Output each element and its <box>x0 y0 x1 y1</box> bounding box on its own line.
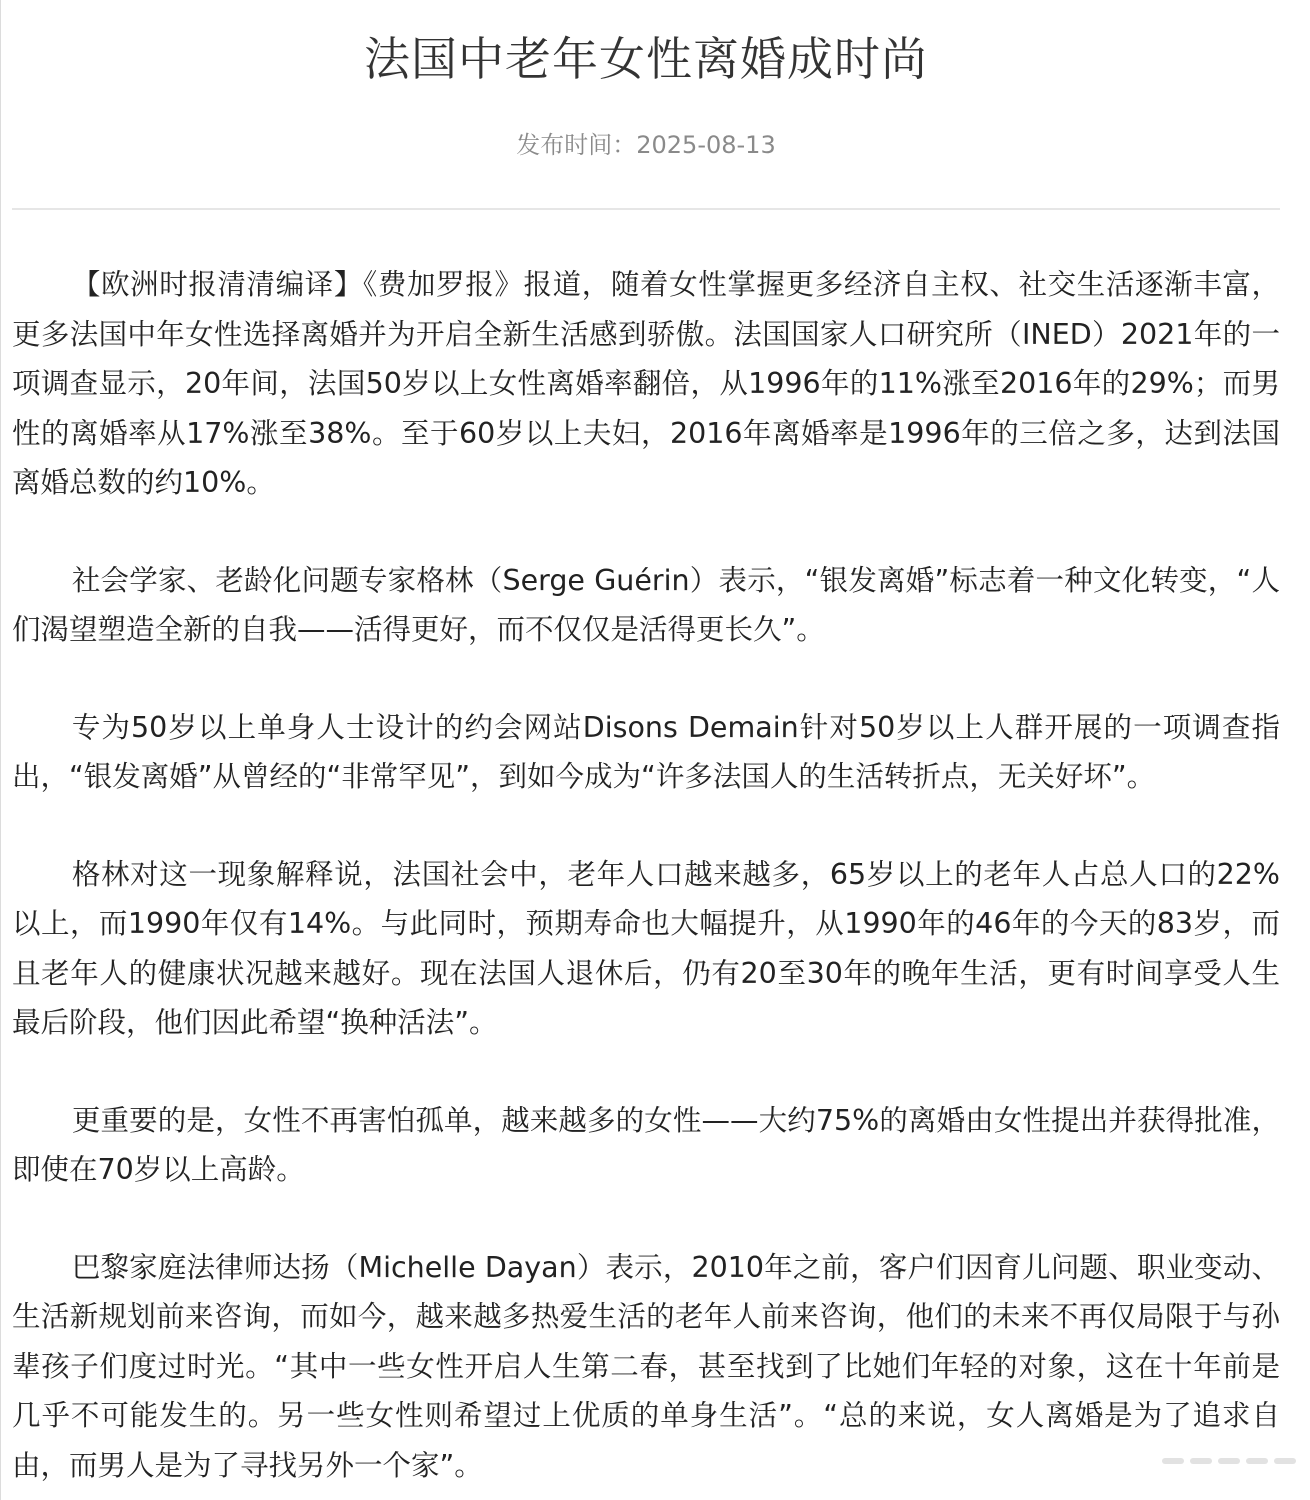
publish-date: 发布时间：2025-08-13 <box>516 131 776 159</box>
page-indicator-dot <box>1246 1458 1268 1464</box>
paragraph-6: 巴黎家庭法律师达扬（Michelle Dayan）表示，2010年之前，客户们因育儿问题、职业变动、生活新规划前来咨询，而如今，越来越多热爱生活的老年人前来咨询，他们的未来不再仅局限于与孙辈孩子们度过时光。“其中一些女性开启人生第二春，甚至找到了比她们年轻的对象，这在十年前是几乎不可能发生的。另一些女性则希望过上优质的单身生活”。“总的来说，女人离婚是为了追求自由，而男人是为了寻找另外一个家”。 <box>12 1250 1280 1482</box>
paragraph-4: 格林对这一现象解释说，法国社会中，老年人口越来越多，65岁以上的老年人占总人口的22%以上，而1990年仅有14%。与此同时，预期寿命也大幅提升，从1990年的46年的今天的83岁，而且老年人的健康状况越来越好。现在法国人退休后，仍有20至30年的晚年生活，更有时间享受人生最后阶段，他们因此希望“换种活法”。 <box>12 857 1280 1039</box>
article <box>12 0 1280 1490</box>
paragraph-1: 【欧洲时报清清编译】《费加罗报》报道，随着女性掌握更多经济自主权、社交生活逐渐丰富，更多法国中年女性选择离婚并为开启全新生活感到骄傲。法国国家人口研究所（INED）2021年的一项调查显示，20年间，法国50岁以上女性离婚率翻倍，从1996年的11%涨至2016年的29%；而男性的离婚率从17%涨至38%。至于60岁以上夫妇，2016年离婚率是1996年的三倍之多，达到法国离婚总数的约10%。 <box>12 268 1280 499</box>
page-indicator-dot <box>1218 1458 1240 1464</box>
article-title: 法国中老年女性离婚成时尚 <box>364 32 928 86</box>
page-indicator-dot <box>1274 1458 1296 1464</box>
header-divider <box>12 208 1280 210</box>
paragraph-3: 专为50岁以上单身人士设计的约会网站Disons Demain针对50岁以上人群开展的一项调查指出，“银发离婚”从曾经的“非常罕见”，到如今成为“许多法国人的生活转折点，无关好坏”。 <box>12 710 1280 793</box>
page-indicator-dot <box>1190 1458 1212 1464</box>
article-body <box>12 260 1280 1490</box>
paragraph-5: 更重要的是，女性不再害怕孤单，越来越多的女性——大约75%的离婚由女性提出并获得批准，即使在70岁以上高龄。 <box>12 1103 1280 1186</box>
paragraph-2: 社会学家、老龄化问题专家格林（Serge Guérin）表示，“银发离婚”标志着一种文化转变，“人们渴望塑造全新的自我——活得更好，而不仅仅是活得更长久”。 <box>12 563 1280 646</box>
page-indicator-dot <box>1162 1458 1184 1464</box>
page-left-border <box>0 0 1 1500</box>
page-indicator <box>1162 1458 1296 1464</box>
